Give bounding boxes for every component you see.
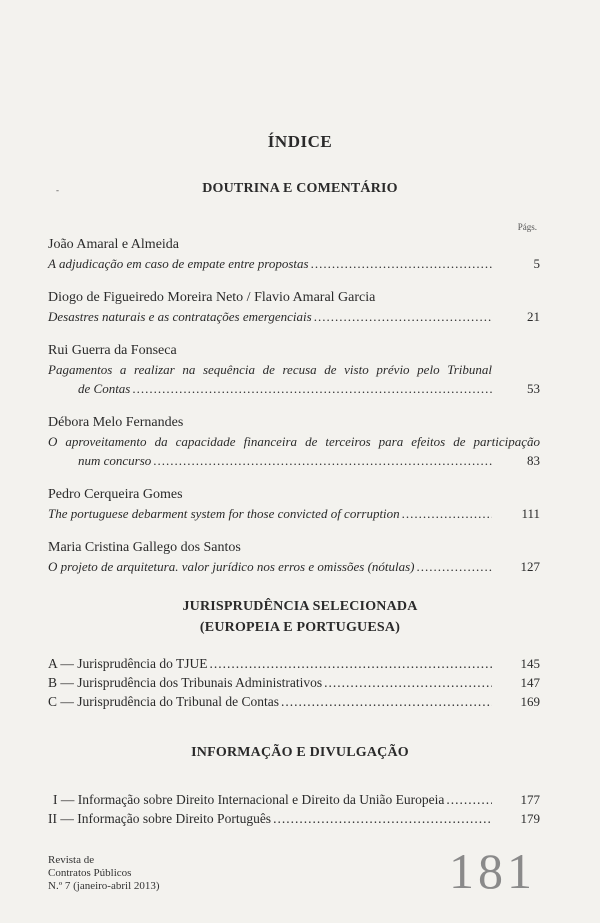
toc-line-label: A — Jurisprudência do TJUE	[48, 656, 208, 671]
toc-entry	[48, 341, 540, 398]
toc-line[interactable]	[48, 692, 540, 711]
footer-line: Contratos Públicos	[48, 867, 132, 879]
entry-title-line[interactable]	[48, 254, 540, 273]
toc-line-label: C — Jurisprudência do Tribunal de Contas	[48, 694, 279, 709]
toc-entry	[48, 538, 540, 576]
entry-title-line[interactable]	[48, 557, 540, 576]
entry-title-line1[interactable]: O aproveitamento da capacidade financeira de terceiros para efeitos de participação	[48, 434, 540, 449]
leader-dots	[402, 504, 492, 523]
entry-title-line[interactable]	[48, 504, 540, 523]
entry-page-number: 177	[520, 792, 540, 807]
leader-dots	[446, 790, 492, 809]
entry-page-number: 5	[533, 256, 540, 271]
leader-dots	[209, 654, 492, 673]
footer-line: N.º 7 (janeiro-abril 2013)	[48, 880, 160, 892]
toc-line[interactable]	[48, 790, 540, 809]
entry-author: Rui Guerra da Fonseca	[48, 343, 177, 358]
entry-page-number: 147	[520, 675, 540, 690]
entry-page-number: 179	[520, 811, 540, 826]
toc-entry	[48, 413, 540, 470]
section-heading-jurisprudencia	[0, 596, 600, 638]
section-heading-line1: JURISPRUDÊNCIA SELECIONADA	[182, 599, 418, 614]
entry-title: Desastres naturais e as contratações emergenciais	[48, 309, 312, 324]
entry-author: Maria Cristina Gallego dos Santos	[48, 540, 241, 555]
entry-author: João Amaral e Almeida	[48, 237, 180, 252]
entry-author: Débora Melo Fernandes	[48, 415, 184, 430]
entry-title-line[interactable]	[48, 307, 540, 326]
toc-entry	[48, 235, 540, 273]
toc-line[interactable]	[48, 654, 540, 673]
toc-line-label: II — Informação sobre Direito Português	[48, 811, 272, 826]
toc-line[interactable]	[48, 809, 540, 828]
entry-page-number: 127	[520, 559, 540, 574]
entry-page-number: 169	[520, 694, 540, 709]
footer-line: Revista de	[48, 854, 95, 866]
pages-column-label: Págs.	[517, 222, 537, 232]
entry-title-line1[interactable]: Pagamentos a realizar na sequência de recusa de visto prévio pelo Tribunal	[48, 362, 492, 377]
entry-title-line[interactable]	[48, 451, 540, 470]
page-number: 181	[449, 843, 536, 899]
leader-dots	[281, 692, 492, 711]
entry-page-number: 145	[520, 656, 540, 671]
leader-dots	[324, 673, 492, 692]
page-title: ÍNDICE	[267, 132, 333, 151]
leader-dots	[273, 809, 492, 828]
leader-dots	[314, 307, 492, 326]
leader-dots	[132, 379, 492, 398]
toc-list-jurisprudencia	[48, 654, 540, 711]
section-heading-line2: (EUROPEIA E PORTUGUESA)	[199, 620, 401, 635]
leader-dots	[417, 557, 492, 576]
leader-dots	[153, 451, 492, 470]
entry-page-number: 53	[527, 381, 540, 396]
entry-page-number: 111	[521, 506, 540, 521]
section-heading-informacao: INFORMAÇÃO E DIVULGAÇÃO	[191, 745, 409, 760]
toc-list-informacao	[48, 790, 540, 828]
entry-title: A adjudicação em caso de empate entre propostas	[48, 256, 309, 271]
entry-page-number: 83	[527, 453, 540, 468]
toc-line-label: B — Jurisprudência dos Tribunais Administrativos	[48, 675, 323, 690]
entry-author: Diogo de Figueiredo Moreira Neto / Flavio Amaral Garcia	[48, 290, 376, 305]
entry-title: O projeto de arquitetura. valor jurídico nos erros e omissões (nótulas)	[48, 559, 415, 574]
entry-title: The portuguese debarment system for those convicted of corruption	[48, 506, 400, 521]
entry-title-line[interactable]	[48, 379, 540, 398]
toc-line[interactable]	[48, 673, 540, 692]
stray-mark: -	[56, 185, 59, 195]
toc-entry	[48, 288, 540, 326]
journal-footer	[48, 854, 160, 893]
toc-line-label: I — Informação sobre Direito Internacional e Direito da União Europeia	[53, 792, 445, 807]
leader-dots	[311, 254, 492, 273]
entry-author: Pedro Cerqueira Gomes	[48, 487, 183, 502]
entry-page-number: 21	[527, 309, 540, 324]
entry-title-line2: num concurso	[78, 453, 152, 468]
section-heading-doutrina: DOUTRINA E COMENTÁRIO	[202, 181, 398, 196]
toc-entry	[48, 485, 540, 523]
entry-title-line2: de Contas	[78, 381, 131, 396]
